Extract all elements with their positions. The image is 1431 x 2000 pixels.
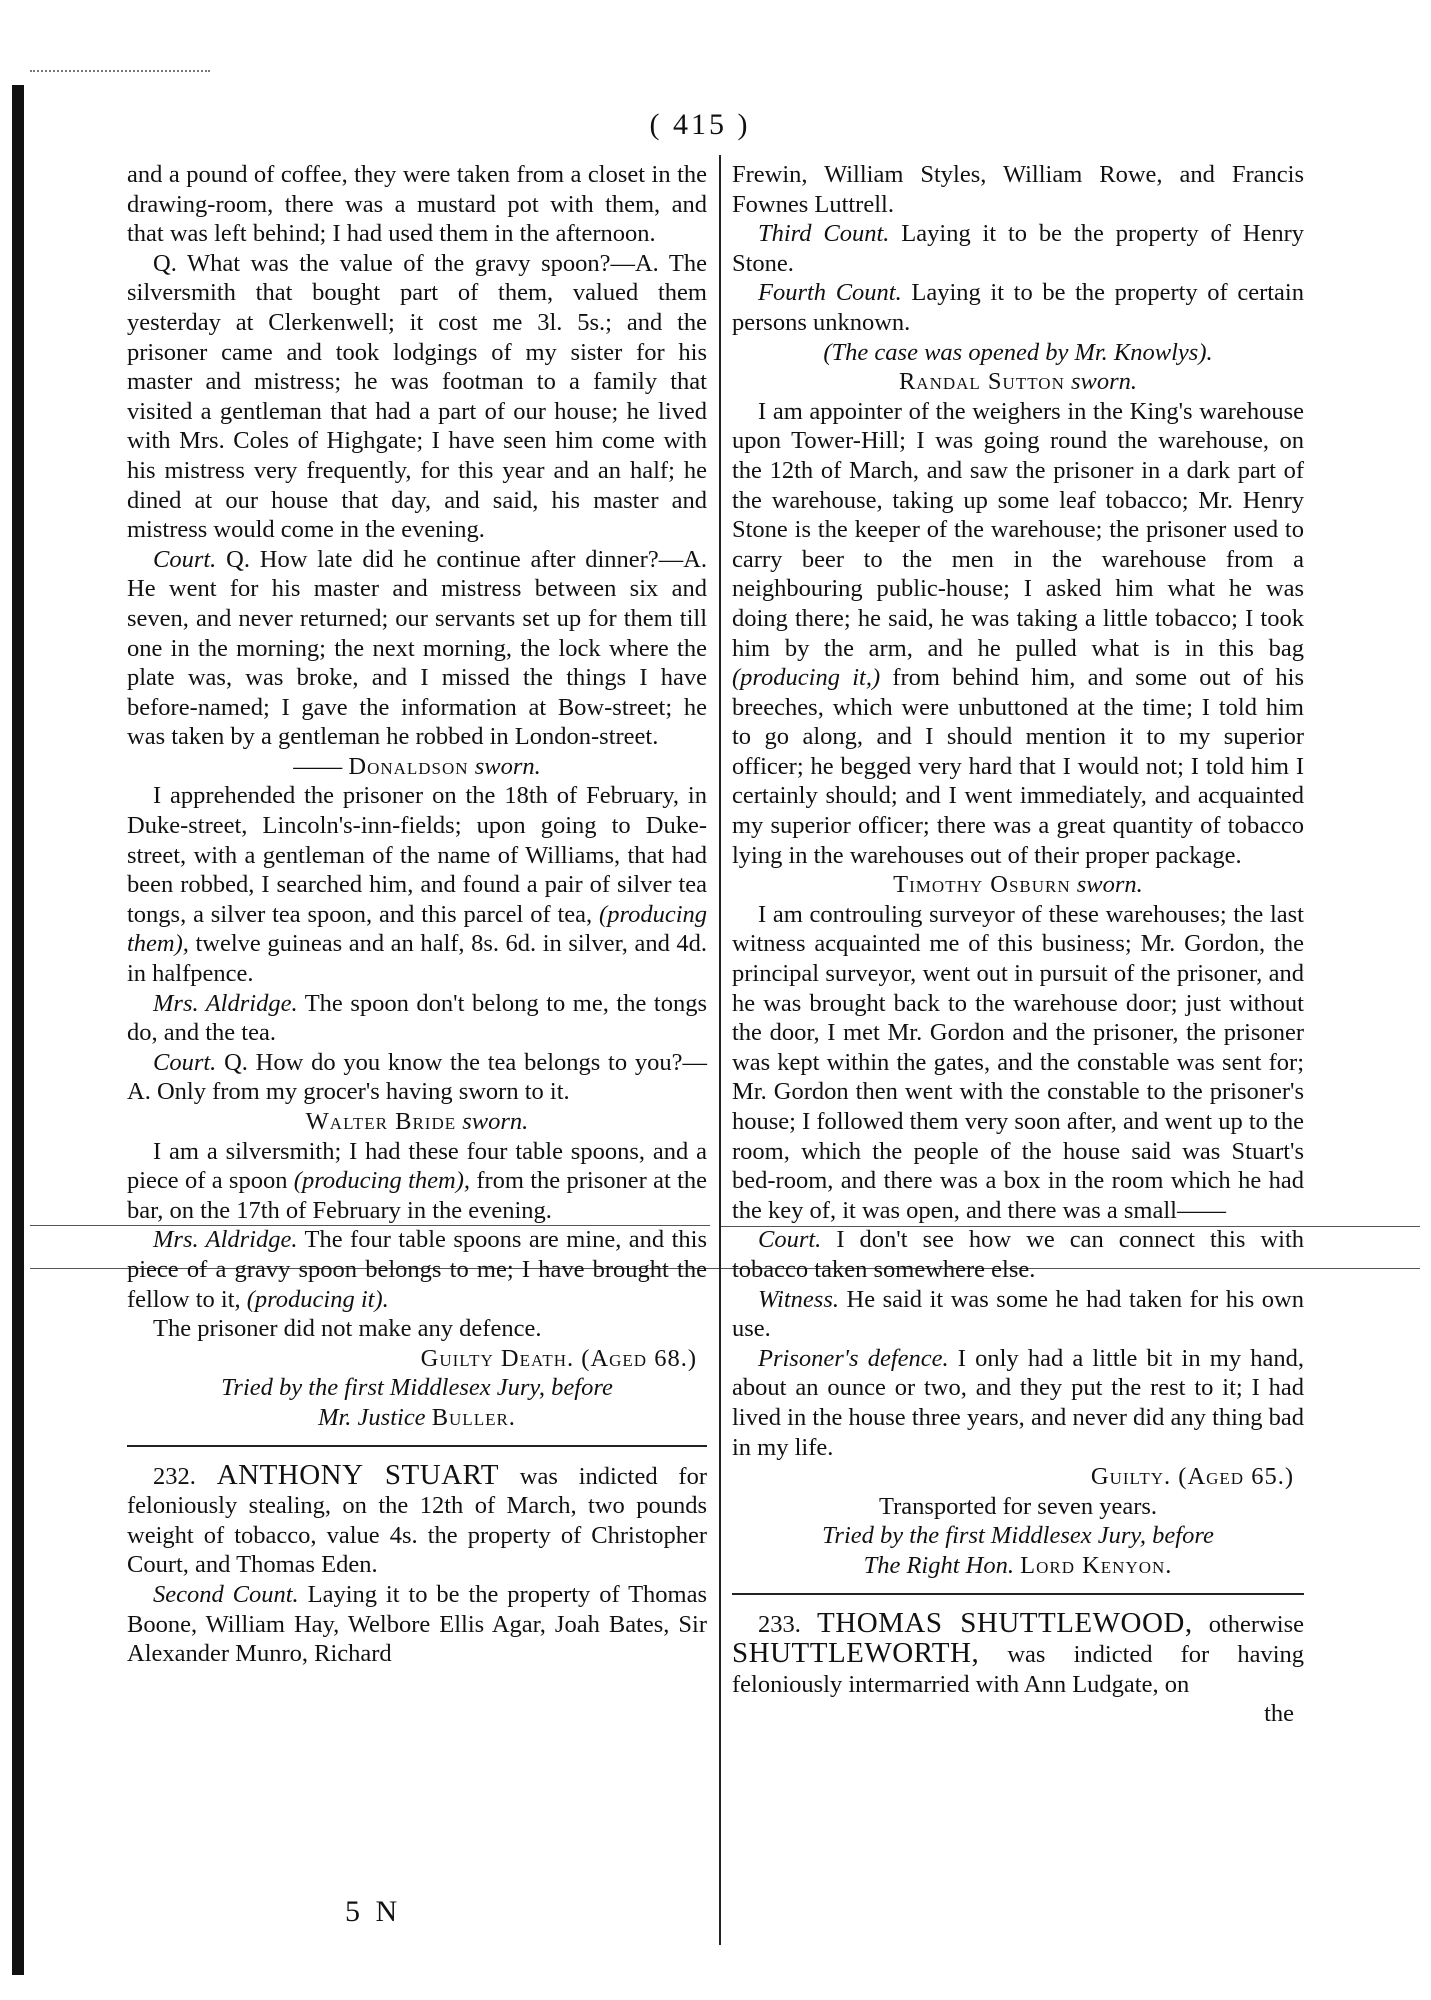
witness-heading [127, 1107, 707, 1137]
signature-mark: 5 N [345, 1895, 402, 1928]
scan-artifact [30, 70, 210, 78]
sentence: Transported for seven years. [878, 1492, 1158, 1520]
binding-edge [12, 85, 24, 1975]
paragraph-text: I apprehended the prisoner on the 18th of February, in Duke-street, Lincoln's-inn-fields; upon going to Duke-street, with a gentleman of the name of Williams, that had been robbed, I searched him, and found a pair of silver tea tongs, a silver tea spoon, and this parcel of tea, [127, 782, 707, 928]
paragraph-text: The four table spoons are mine, and this piece of a gravy spoon belongs to me; I have brought the fellow to it, [127, 1226, 708, 1313]
defendant-name: ANTHONY STUART [216, 1458, 499, 1491]
opening-note: (The case was opened by Mr. Knowlys). [823, 338, 1213, 366]
judge-name: Buller. [431, 1403, 516, 1431]
paragraph-text: Q. How late did he continue after dinner?—A. He went for his master and mistress between six and seven, and never returned; our servants set up for them till one in the morning; the next morning, the lock where the plate was, was broke, and I missed the things I have before-named; I gave the information at Bow-street; he was taken by a gentleman he robbed in London-street. [127, 545, 708, 751]
paragraph-text: from the prisoner at the bar, on the 17th of February in the evening. [127, 1167, 708, 1224]
paragraph [732, 278, 1304, 337]
paragraph-text: I am appointer of the weighers in the King's warehouse upon Tower-Hill; I was going round the warehouse, on the 12th of March, and saw the prisoner in a dark part of the warehouse, taking up some leaf tobacco; Mr. Henry Stone is the keeper of the warehouse; the prisoner used to carry beer to the men in the warehouse from a neighbouring public-house; I asked him what he was doing there; he said, he was taking a little tobacco; I took him by the arm, and he pulled what is in this bag [732, 397, 1304, 662]
paragraph [127, 545, 707, 752]
paragraph-text: Laying it to be the property of certain persons unknown. [732, 279, 1304, 336]
producing-note: (producing it). [246, 1285, 389, 1313]
producing-note: (producing them), [127, 900, 707, 958]
trial-note: Tried by the first Middlesex Jury, before [822, 1522, 1214, 1550]
paragraph [127, 781, 707, 988]
speaker-label: Court. [153, 545, 217, 573]
paragraph-text: Laying it to be the property of Henry Stone. [732, 220, 1304, 277]
paragraph [732, 1344, 1304, 1462]
count-label: Second Count. [153, 1580, 299, 1608]
page-number: ( 415 ) [649, 108, 751, 141]
witness-name: Donaldson [348, 752, 469, 780]
speaker-label: Mrs. Aldridge. [153, 989, 298, 1017]
paragraph: Frewin, William Styles, William Rowe, and Francis Fownes Luttrell. [732, 161, 1304, 218]
witness-heading [732, 367, 1304, 397]
witness-name: Walter Bride [305, 1108, 457, 1135]
trial-note [127, 1403, 707, 1433]
speaker-label: Witness. [758, 1285, 839, 1313]
judge-title: Mr. Justice [318, 1403, 426, 1431]
producing-note: (producing it,) [732, 664, 881, 692]
question-mark: Q. [153, 249, 177, 277]
case-text: was indicted for feloniously stealing, on the 12th of March, two pounds weight of tobacco, value 4s. the property of Christopher Court, and Thomas Eden. [127, 1462, 707, 1579]
dash: —— [293, 752, 343, 780]
sworn-label: sworn. [1070, 368, 1138, 396]
defendant-alias: SHUTTLEWORTH, [732, 1637, 980, 1670]
speaker-label: Mrs. Aldridge. [153, 1226, 298, 1254]
paragraph: I am controuling surveyor of these warehouses; the last witness acquainted me of this business; Mr. Gordon, the principal surveyor, went out in pursuit of the prisoner, and he was brought back to the warehouse door; just without the door, I met Mr. Gordon and the prisoner, the prisoner was kept within the gates, and the constable was sent for; Mr. Gordon then went with the constable to the prisoner's house; I followed them very soon after, and went up to the room, which the people of the house said was Stuart's bed-room, and there was a box in the room which he had the key of, it was open, and there was a small—— [732, 900, 1304, 1224]
sworn-label: sworn. [1076, 871, 1143, 899]
paragraph-text: Laying it to be the property of Thomas Boone, William Hay, Welbore Ellis Agar, Joah Bates, Sir Alexander Munro, Richard [127, 1580, 707, 1668]
paragraph [127, 989, 707, 1048]
judge-title: The Right Hon. [863, 1551, 1014, 1579]
count-label: Fourth Count. [758, 279, 902, 307]
paragraph [127, 1225, 707, 1314]
paragraph [732, 397, 1304, 871]
case-text: was indicted for having feloniously intermarried with Ann Ludgate, on [732, 1641, 1304, 1698]
left-column [127, 160, 707, 1669]
section-rule [732, 1593, 1304, 1595]
sworn-label: sworn. [462, 1108, 529, 1135]
paragraph-text: I am a silversmith; I had these four table spoons, and a piece of a spoon [127, 1137, 707, 1195]
paragraph [127, 249, 707, 545]
right-column [732, 160, 1304, 1729]
case-entry [127, 1458, 707, 1580]
paragraph-text: The spoon don't belong to me, the tongs do, and the tea. [127, 989, 707, 1047]
trial-note [732, 1551, 1304, 1581]
paragraph [127, 1137, 707, 1226]
speaker-label: Prisoner's defence. [758, 1344, 949, 1372]
paragraph [732, 1285, 1304, 1344]
case-number: 232. [153, 1462, 196, 1490]
case-text: otherwise [1208, 1610, 1304, 1638]
catchword: the [1264, 1700, 1294, 1728]
paragraph: The prisoner did not make any defence. [153, 1315, 542, 1343]
paragraph-text: Q. How do you know the tea belongs to you?—A. Only from my grocer's having sworn to it. [127, 1048, 707, 1106]
verdict-text: Guilty. (Aged 65.) [1090, 1463, 1294, 1491]
sworn-label: sworn. [474, 752, 541, 780]
paragraph [127, 1580, 707, 1669]
case-number: 233. [758, 1610, 801, 1638]
verdict [732, 1462, 1304, 1492]
paragraph: and a pound of coffee, they were taken from a closet in the drawing-room, there was a mustard pot with them, and that was left behind; I had used them in the afternoon. [127, 161, 707, 248]
speaker-label: Court. [153, 1048, 217, 1076]
paragraph-text: from behind him, and some out of his breeches, which were unbuttoned at the time; I told him to go along, and I should mention it to my superior officer; he begged very hard that I would not; I told him I certainly should; and I went immediately, and acquainted my superior officer; there was a great quantity of tobacco lying in the warehouses out of their proper package. [732, 664, 1304, 869]
paragraph-text: twelve guineas and an half, 8s. 6d. in silver, and 4d. in halfpence. [127, 930, 708, 988]
paragraph-text: I only had a little bit in my hand, about an ounce or two, and they put the rest to it; I had lived in the house three years, and never did any thing bad in my life. [732, 1344, 1304, 1461]
judge-name: Lord Kenyon. [1020, 1551, 1173, 1579]
producing-note: (producing them), [293, 1167, 470, 1195]
paragraph-text: I don't see how we can connect this with tobacco taken somewhere else. [732, 1226, 1304, 1283]
count-label: Third Count. [758, 220, 890, 248]
column-divider [719, 155, 721, 1945]
paragraph [732, 1225, 1304, 1284]
paragraph [732, 219, 1304, 278]
verdict-text: Guilty Death. (Aged 68.) [420, 1344, 697, 1372]
section-rule [127, 1445, 707, 1447]
speaker-label: Court. [758, 1226, 822, 1254]
trial-note: Tried by the first Middlesex Jury, before [221, 1374, 613, 1402]
verdict [127, 1344, 707, 1374]
witness-heading [127, 752, 707, 782]
paragraph-text: He said it was some he had taken for his own use. [732, 1285, 1304, 1343]
case-entry [732, 1606, 1304, 1700]
paragraph [127, 1048, 707, 1107]
witness-name: Randal Sutton [898, 368, 1065, 396]
paragraph-text: What was the value of the gravy spoon?—A. The silversmith that bought part of them, valued them yesterday at Clerkenwell; it cost me 3l. 5s.; and the prisoner came and took lodgings of my sister for his master and mistress; he was footman to a family that visited a gentleman that had a part of our house; he lived with Mrs. Coles of Highgate; I have seen him come with his mistress very frequently, for this year and an half; he dined at our house that day, and said, his master and mistress would come in the evening. [127, 249, 708, 544]
defendant-name: THOMAS SHUTTLEWOOD, [817, 1606, 1193, 1639]
witness-heading [732, 870, 1304, 900]
witness-name: Timothy Osburn [893, 871, 1071, 899]
